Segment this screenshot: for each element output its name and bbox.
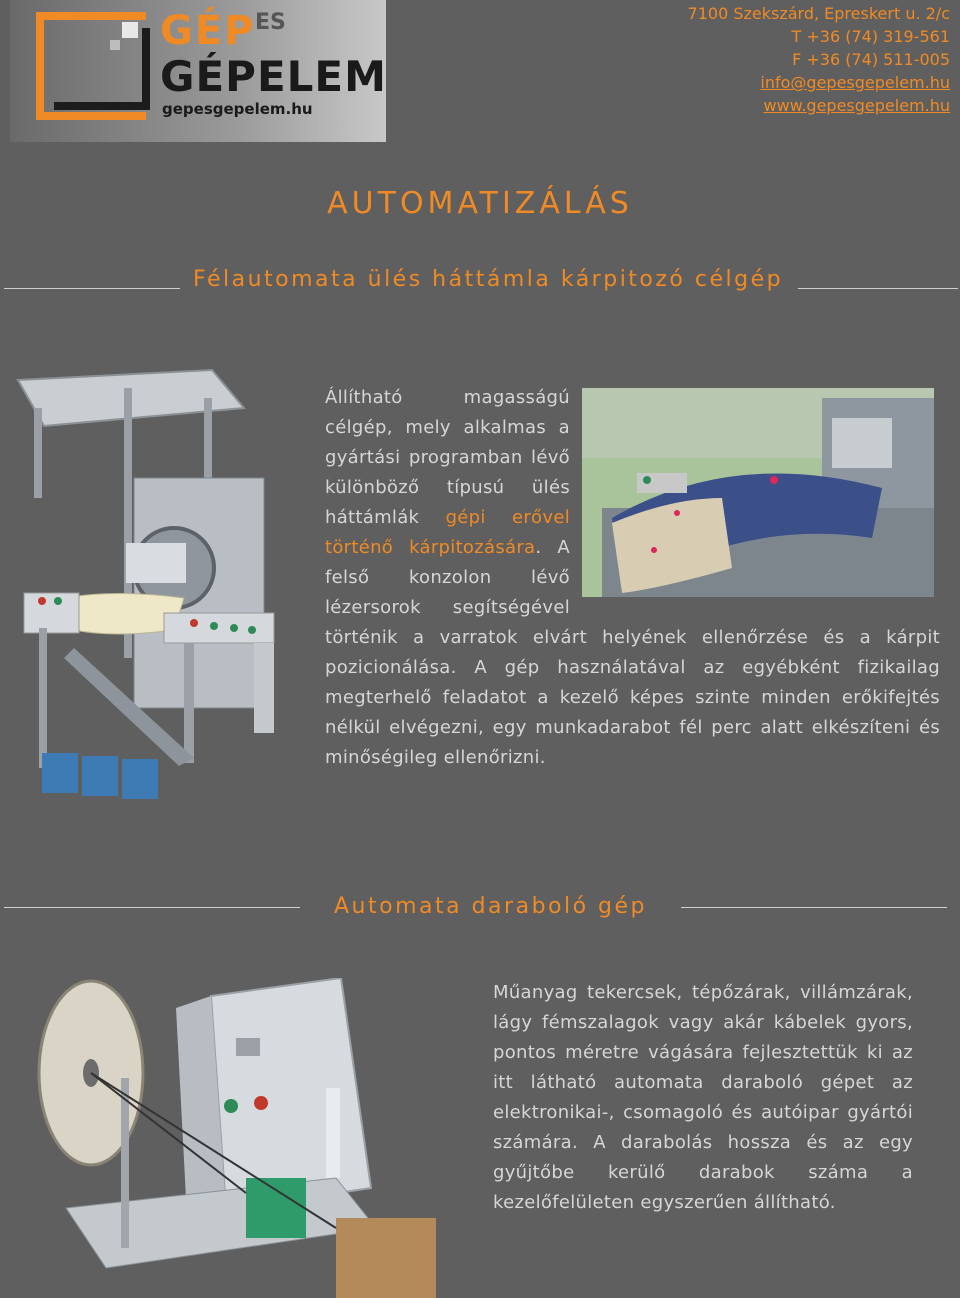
section2-rule-left <box>4 907 300 908</box>
section2-rule-right <box>681 907 947 908</box>
logo-word-es: ES <box>255 10 286 35</box>
contact-address: 7100 Szekszárd, Epreskert u. 2/c <box>687 4 950 23</box>
section1-rule-left <box>4 288 180 289</box>
section1-text-b: . A felső konzolon lévő lézersorok segítségével történik a varratok elvárt helyének ellenőrzése és a kárpit pozicionálása. A gép használatával az egyébként fizikailag megterhelő feladatot a kezelő képes szinte minden erőkifejtés nélkül elvégezni, egy munkadarabot fél perc alatt elkészíteni és minőségileg ellenőrizni. <box>325 537 940 768</box>
section1-heading: Félautomata ülés háttámla kárpitozó célgép <box>193 267 784 292</box>
text-float-spacer <box>570 383 940 623</box>
company-logo[interactable] <box>10 0 386 142</box>
contact-phone: T +36 (74) 319-561 <box>791 27 950 46</box>
logo-square <box>122 22 138 38</box>
logo-word-gepelem: GÉPELEM <box>160 52 387 101</box>
page-title: AUTOMATIZÁLÁS <box>327 186 633 221</box>
upholstery-machine-illustration <box>14 368 304 818</box>
section1-text-highlight: gépi erővel történő kárpitozására <box>325 507 570 558</box>
logo-word-gep: GÉP <box>160 8 256 54</box>
section1-text-a: Állítható magasságú célgép, mely alkalmas a gyártási programban lévő különböző típusú ülés háttámlák <box>325 387 570 528</box>
section2-heading: Automata daraboló gép <box>334 894 648 919</box>
cutting-machine-photo <box>36 978 436 1298</box>
contact-fax: F +36 (74) 511-005 <box>792 50 950 69</box>
logo-mark-black <box>54 28 150 110</box>
logo-square-small <box>110 40 120 50</box>
contact-block <box>688 2 950 117</box>
logo-url: gepesgepelem.hu <box>162 100 313 118</box>
contact-email-link[interactable]: info@gepesgepelem.hu <box>760 73 950 92</box>
section2-description: Műanyag tekercsek, tépőzárak, villámzárak, lágy fémszalagok vagy akár kábelek gyors, pontos méretre vágására fejlesztettük ki az itt látható automata daraboló gépet az elektronikai-, csomagoló és autóipar gyártói számára. A darabolás hossza és az egy gyűjtőbe kerülő darabok száma a kezelőfelületen egyszerűen állítható. <box>493 982 913 1213</box>
contact-web-link[interactable]: www.gepesgepelem.hu <box>763 96 950 115</box>
section1-description <box>325 383 940 773</box>
upholstery-machine-photo <box>14 368 304 818</box>
cutting-machine-illustration <box>36 978 436 1298</box>
section1-rule-right <box>798 288 958 289</box>
